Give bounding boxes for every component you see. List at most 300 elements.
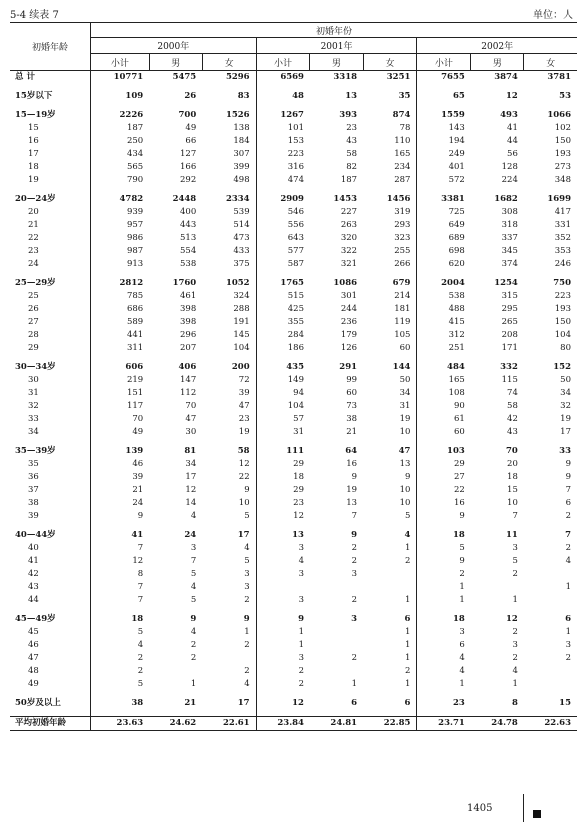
table-cell: [524, 568, 577, 581]
table-cell: 425: [256, 303, 310, 316]
table-cell: 24.62: [149, 717, 202, 731]
table-cell: 6: [565, 614, 571, 624]
table-cell: 295: [501, 304, 518, 314]
table-cell: 21: [91, 484, 150, 497]
table-cell: 320: [340, 233, 358, 243]
table-cell: [524, 665, 577, 678]
table-cell: 26: [184, 91, 197, 101]
table-row: [10, 555, 577, 568]
row-label: 37: [28, 485, 39, 495]
table-cell: 12: [185, 485, 197, 495]
table-cell: 1: [565, 627, 571, 637]
table-cell: 10: [399, 498, 411, 508]
table-cell: 10: [399, 427, 411, 437]
table-row: [10, 316, 577, 329]
table-cell: 61: [417, 413, 471, 426]
table-cell: 474: [256, 174, 310, 187]
row-label: 22: [28, 233, 39, 243]
table-row: [10, 245, 577, 258]
table-cell: 1: [417, 581, 471, 594]
table-cell: 1267: [256, 109, 310, 122]
table-cell: 406: [178, 362, 197, 372]
row-label: 50岁及以上: [15, 698, 61, 708]
table-cell: 58: [507, 401, 518, 411]
table-cell: 725: [417, 206, 471, 219]
table-cell: 2334: [225, 194, 250, 204]
table-row: [10, 458, 577, 471]
table-row: [10, 135, 577, 148]
table-cell: 589: [91, 316, 150, 329]
table-cell: 4782: [91, 193, 150, 206]
table-cell: 488: [417, 303, 471, 316]
table-cell: 149: [256, 374, 310, 387]
table-cell: 12: [238, 459, 250, 469]
year-header-2001: 2001年: [256, 38, 417, 54]
table-row: [10, 374, 577, 387]
sub-header: 女: [202, 54, 256, 71]
table-cell: 50: [560, 375, 571, 385]
table-cell: 22: [417, 484, 471, 497]
table-cell: 2: [91, 652, 150, 665]
table-cell: 70: [91, 413, 150, 426]
sub-header: 男: [149, 54, 202, 71]
table-cell: 1: [512, 679, 518, 689]
table-cell: 1: [565, 582, 571, 592]
table-cell: 70: [506, 446, 518, 456]
table-cell: 539: [233, 207, 250, 217]
table-cell: 2: [512, 627, 518, 637]
table-cell: 102: [554, 123, 571, 133]
table-cell: 147: [180, 375, 197, 385]
table-cell: 375: [233, 259, 250, 269]
year-header-2000: 2000年: [91, 38, 257, 54]
table-cell: 2: [256, 678, 310, 691]
table-cell: 49: [185, 123, 197, 133]
table-cell: 143: [417, 122, 471, 135]
table-cell: 34: [399, 388, 411, 398]
table-cell: 250: [91, 135, 150, 148]
table-cell: 5: [244, 556, 250, 566]
table-cell: 1: [256, 639, 310, 652]
row-label: 43: [28, 582, 39, 592]
table-cell: 64: [345, 446, 358, 456]
table-cell: 187: [340, 175, 358, 185]
table-cell: 2: [244, 666, 250, 676]
table-cell: 104: [554, 330, 571, 340]
table-cell: 73: [346, 401, 358, 411]
table-cell: 39: [238, 388, 250, 398]
table-cell: 83: [237, 91, 250, 101]
table-cell: 126: [340, 343, 358, 353]
table-cell: 12: [91, 555, 150, 568]
table-cell: 538: [417, 290, 471, 303]
table-cell: 1699: [547, 194, 571, 204]
marriage-age-table: [10, 22, 577, 731]
table-row: [10, 329, 577, 342]
table-cell: [363, 568, 417, 581]
table-cell: 193: [554, 304, 571, 314]
table-cell: 17: [237, 698, 250, 708]
table-cell: 5: [91, 678, 150, 691]
table-cell: 4: [417, 665, 471, 678]
table-cell: 9: [351, 472, 358, 482]
table-cell: 144: [392, 362, 411, 372]
table-cell: 9: [565, 459, 571, 469]
table-cell: 227: [340, 207, 358, 217]
row-label: 49: [28, 679, 39, 689]
table-cell: 374: [501, 259, 518, 269]
table-cell: 2812: [91, 277, 150, 290]
row-label: 38: [28, 498, 39, 508]
table-cell: [310, 639, 363, 652]
table-cell: 32: [560, 401, 571, 411]
table-cell: [524, 678, 577, 691]
table-cell: 58: [237, 446, 250, 456]
table-cell: 296: [180, 330, 197, 340]
table-cell: 19: [346, 485, 358, 495]
table-cell: 29: [256, 484, 310, 497]
row-label: 16: [28, 136, 39, 146]
row-label: 29: [28, 343, 39, 353]
table-cell: 4: [190, 511, 197, 521]
table-cell: 2: [351, 543, 358, 553]
table-cell: 234: [394, 162, 411, 172]
table-cell: 355: [256, 316, 310, 329]
table-cell: [363, 581, 417, 594]
table-cell: 5: [190, 569, 197, 579]
table-cell: 1066: [547, 110, 571, 120]
table-cell: 23: [256, 497, 310, 510]
table-cell: 13: [346, 498, 358, 508]
table-cell: 265: [501, 317, 518, 327]
table-cell: 577: [256, 245, 310, 258]
table-cell: 81: [184, 446, 197, 456]
table-row: [10, 303, 577, 316]
table-cell: 874: [392, 110, 411, 120]
table-cell: 9: [565, 472, 571, 482]
table-cell: 3251: [386, 72, 411, 82]
table-cell: 8: [511, 698, 518, 708]
table-cell: 2004: [417, 277, 471, 290]
table-cell: 401: [417, 161, 471, 174]
table-cell: 1453: [333, 194, 358, 204]
row-label: 36: [28, 472, 39, 482]
table-cell: 24: [91, 497, 150, 510]
table-cell: 7: [512, 511, 518, 521]
table-cell: 2: [351, 653, 358, 663]
table-row: [10, 109, 577, 122]
table-cell: 1765: [256, 277, 310, 290]
table-cell: 19: [238, 427, 250, 437]
table-cell: 5296: [225, 72, 250, 82]
table-cell: 111: [256, 445, 310, 458]
table-cell: 249: [417, 148, 471, 161]
row-label: 45: [28, 627, 39, 637]
row-label: 28: [28, 330, 39, 340]
table-cell: 7: [190, 556, 197, 566]
table-cell: 689: [417, 232, 471, 245]
table-cell: 21: [184, 698, 197, 708]
table-cell: 1: [417, 678, 471, 691]
table-cell: 6: [351, 698, 358, 708]
row-label: 33: [28, 414, 39, 424]
table-cell: 353: [554, 246, 571, 256]
table-cell: 415: [417, 316, 471, 329]
table-cell: 31: [256, 426, 310, 439]
table-cell: 266: [394, 259, 411, 269]
table-cell: 315: [501, 291, 518, 301]
table-cell: 194: [417, 135, 471, 148]
table-cell: 17: [185, 472, 197, 482]
table-cell: 3: [256, 542, 310, 555]
table-cell: 11: [506, 530, 518, 540]
table-cell: 117: [91, 400, 150, 413]
table-cell: 94: [256, 387, 310, 400]
table-cell: 700: [178, 110, 197, 120]
table-cell: 10: [238, 498, 250, 508]
table-cell: 7: [91, 594, 150, 607]
table-cell: 9: [244, 485, 250, 495]
table-cell: 293: [394, 220, 411, 230]
table-cell: 417: [554, 207, 571, 217]
table-cell: 7655: [417, 71, 471, 85]
table-cell: 3: [351, 614, 358, 624]
table-cell: 17: [560, 427, 571, 437]
table-cell: 9: [91, 510, 150, 523]
table-row: [10, 471, 577, 484]
table-cell: 41: [91, 529, 150, 542]
table-cell: 8: [91, 568, 150, 581]
table-row: [10, 206, 577, 219]
table-cell: 441: [91, 329, 150, 342]
table-cell: 273: [554, 162, 571, 172]
table-cell: 513: [180, 233, 197, 243]
table-cell: 1: [256, 626, 310, 639]
sub-header: 男: [471, 54, 524, 71]
table-cell: 1: [351, 679, 358, 689]
table-cell: 9: [417, 510, 471, 523]
table-cell: 29: [256, 458, 310, 471]
table-cell: 15: [559, 698, 571, 708]
table-cell: 219: [91, 374, 150, 387]
table-cell: 104: [233, 343, 250, 353]
table-cell: 3: [244, 569, 250, 579]
table-cell: 2: [190, 653, 197, 663]
table-cell: 565: [91, 161, 150, 174]
sub-header: 小计: [256, 54, 310, 71]
table-cell: 484: [417, 361, 471, 374]
table-cell: [310, 626, 363, 639]
table-cell: 72: [238, 375, 250, 385]
table-cell: 150: [554, 136, 571, 146]
table-row: [10, 413, 577, 426]
table-cell: 514: [233, 220, 250, 230]
table-cell: 4: [190, 582, 197, 592]
table-cell: 6: [417, 639, 471, 652]
table-cell: 24.81: [310, 717, 363, 731]
table-cell: 19: [560, 414, 571, 424]
table-cell: 23.63: [91, 717, 150, 731]
row-label: 30—34岁: [15, 362, 56, 372]
table-cell: 152: [553, 362, 571, 372]
table-cell: 1052: [225, 278, 250, 288]
table-cell: 3: [351, 569, 358, 579]
table-cell: 44: [507, 136, 518, 146]
table-row: [10, 219, 577, 232]
table-cell: 99: [346, 375, 358, 385]
row-label: 15岁以下: [15, 91, 53, 101]
table-cell: 60: [417, 426, 471, 439]
table-cell: 337: [501, 233, 518, 243]
table-cell: 515: [256, 290, 310, 303]
table-cell: 13: [399, 459, 411, 469]
year-header-2002: 2002年: [417, 38, 577, 54]
table-cell: 1: [405, 627, 411, 637]
table-cell: 43: [346, 136, 358, 146]
table-cell: 4: [244, 543, 250, 553]
row-label: 24: [28, 259, 39, 269]
table-cell: 38: [346, 414, 358, 424]
table-cell: 60: [346, 388, 358, 398]
table-cell: 18: [417, 529, 471, 542]
table-cell: 224: [501, 175, 518, 185]
table-row: [10, 678, 577, 691]
table-cell: 3: [256, 594, 310, 607]
table-cell: 17: [237, 530, 250, 540]
table-cell: 41: [507, 123, 518, 133]
table-cell: 20: [507, 459, 518, 469]
table-cell: 1: [417, 594, 471, 607]
table-cell: 4: [256, 555, 310, 568]
table-cell: 66: [185, 136, 197, 146]
table-cell: 434: [91, 148, 150, 161]
table-cell: [149, 665, 202, 678]
row-label: 46: [28, 640, 39, 650]
table-cell: 307: [233, 149, 250, 159]
table-cell: 179: [340, 330, 358, 340]
row-label: 20—24岁: [15, 194, 56, 204]
table-cell: 1: [512, 595, 518, 605]
table-cell: 1526: [225, 110, 250, 120]
table-cell: 53: [559, 91, 571, 101]
table-cell: 5: [417, 542, 471, 555]
table-cell: 27: [417, 471, 471, 484]
table-row: [10, 174, 577, 187]
table-cell: 3: [417, 626, 471, 639]
row-label: 18: [28, 162, 39, 172]
group-header: 初婚年份: [91, 23, 578, 38]
table-cell: 33: [559, 446, 571, 456]
row-label: 总 计: [15, 72, 35, 82]
table-cell: 3: [512, 543, 518, 553]
table-cell: 193: [554, 149, 571, 159]
table-row: [10, 90, 577, 103]
table-cell: 546: [256, 206, 310, 219]
table-cell: 1760: [172, 278, 197, 288]
footer-rule: [523, 794, 524, 822]
table-cell: 957: [91, 219, 150, 232]
table-cell: 3381: [417, 193, 471, 206]
table-row: [10, 71, 577, 85]
table-cell: 1: [405, 679, 411, 689]
table-cell: 109: [91, 90, 150, 103]
table-cell: 16: [346, 459, 358, 469]
table-row: [10, 613, 577, 626]
table-cell: 2: [190, 640, 197, 650]
table-cell: 105: [394, 330, 411, 340]
table-cell: 13: [256, 529, 310, 542]
table-cell: 223: [256, 148, 310, 161]
table-cell: 288: [233, 304, 250, 314]
table-cell: 2: [351, 595, 358, 605]
table-cell: 398: [180, 317, 197, 327]
row-label: 40: [28, 543, 39, 553]
table-cell: 12: [506, 91, 518, 101]
table-cell: 12: [256, 510, 310, 523]
table-cell: 21: [346, 427, 358, 437]
table-cell: 790: [91, 174, 150, 187]
table-cell: 31: [399, 401, 411, 411]
row-label: 48: [28, 666, 39, 676]
table-cell: 34: [560, 388, 571, 398]
row-label: 25—29岁: [15, 278, 56, 288]
table-cell: 56: [507, 149, 518, 159]
table-cell: 70: [185, 401, 197, 411]
table-cell: 348: [554, 175, 571, 185]
table-cell: 352: [554, 233, 571, 243]
table-cell: 1: [405, 653, 411, 663]
table-row: [10, 232, 577, 245]
table-cell: 10: [399, 485, 411, 495]
table-cell: 207: [180, 343, 197, 353]
table-cell: 22: [238, 472, 250, 482]
table-cell: 3874: [494, 72, 518, 82]
table-cell: 78: [399, 123, 411, 133]
table-cell: 1682: [494, 194, 518, 204]
table-cell: 321: [340, 259, 358, 269]
table-cell: 12: [256, 697, 310, 710]
table-cell: 2448: [172, 194, 197, 204]
table-cell: 7: [565, 485, 571, 495]
table-cell: 244: [340, 304, 358, 314]
row-label: 平均初婚年龄: [10, 717, 91, 731]
table-cell: 65: [417, 90, 471, 103]
table-cell: 2: [417, 568, 471, 581]
table-cell: 24.78: [471, 717, 524, 731]
table-cell: 23.84: [256, 717, 310, 731]
table-cell: 2: [91, 665, 150, 678]
table-cell: 5: [190, 595, 197, 605]
table-cell: 34: [185, 459, 197, 469]
table-cell: 165: [394, 149, 411, 159]
table-cell: 49: [91, 426, 150, 439]
table-cell: 606: [91, 361, 150, 374]
table-cell: 208: [501, 330, 518, 340]
table-cell: 3781: [547, 72, 571, 82]
table-cell: 1559: [417, 109, 471, 122]
table-cell: 5: [512, 556, 518, 566]
table-cell: 138: [233, 123, 250, 133]
table-cell: 5: [405, 511, 411, 521]
table-cell: 103: [417, 445, 471, 458]
table-row: [10, 387, 577, 400]
table-cell: 7: [565, 530, 571, 540]
row-label: 32: [28, 401, 39, 411]
row-label: 41: [28, 556, 39, 566]
table-cell: 128: [501, 162, 518, 172]
table-cell: 5: [91, 626, 150, 639]
table-cell: 166: [180, 162, 197, 172]
